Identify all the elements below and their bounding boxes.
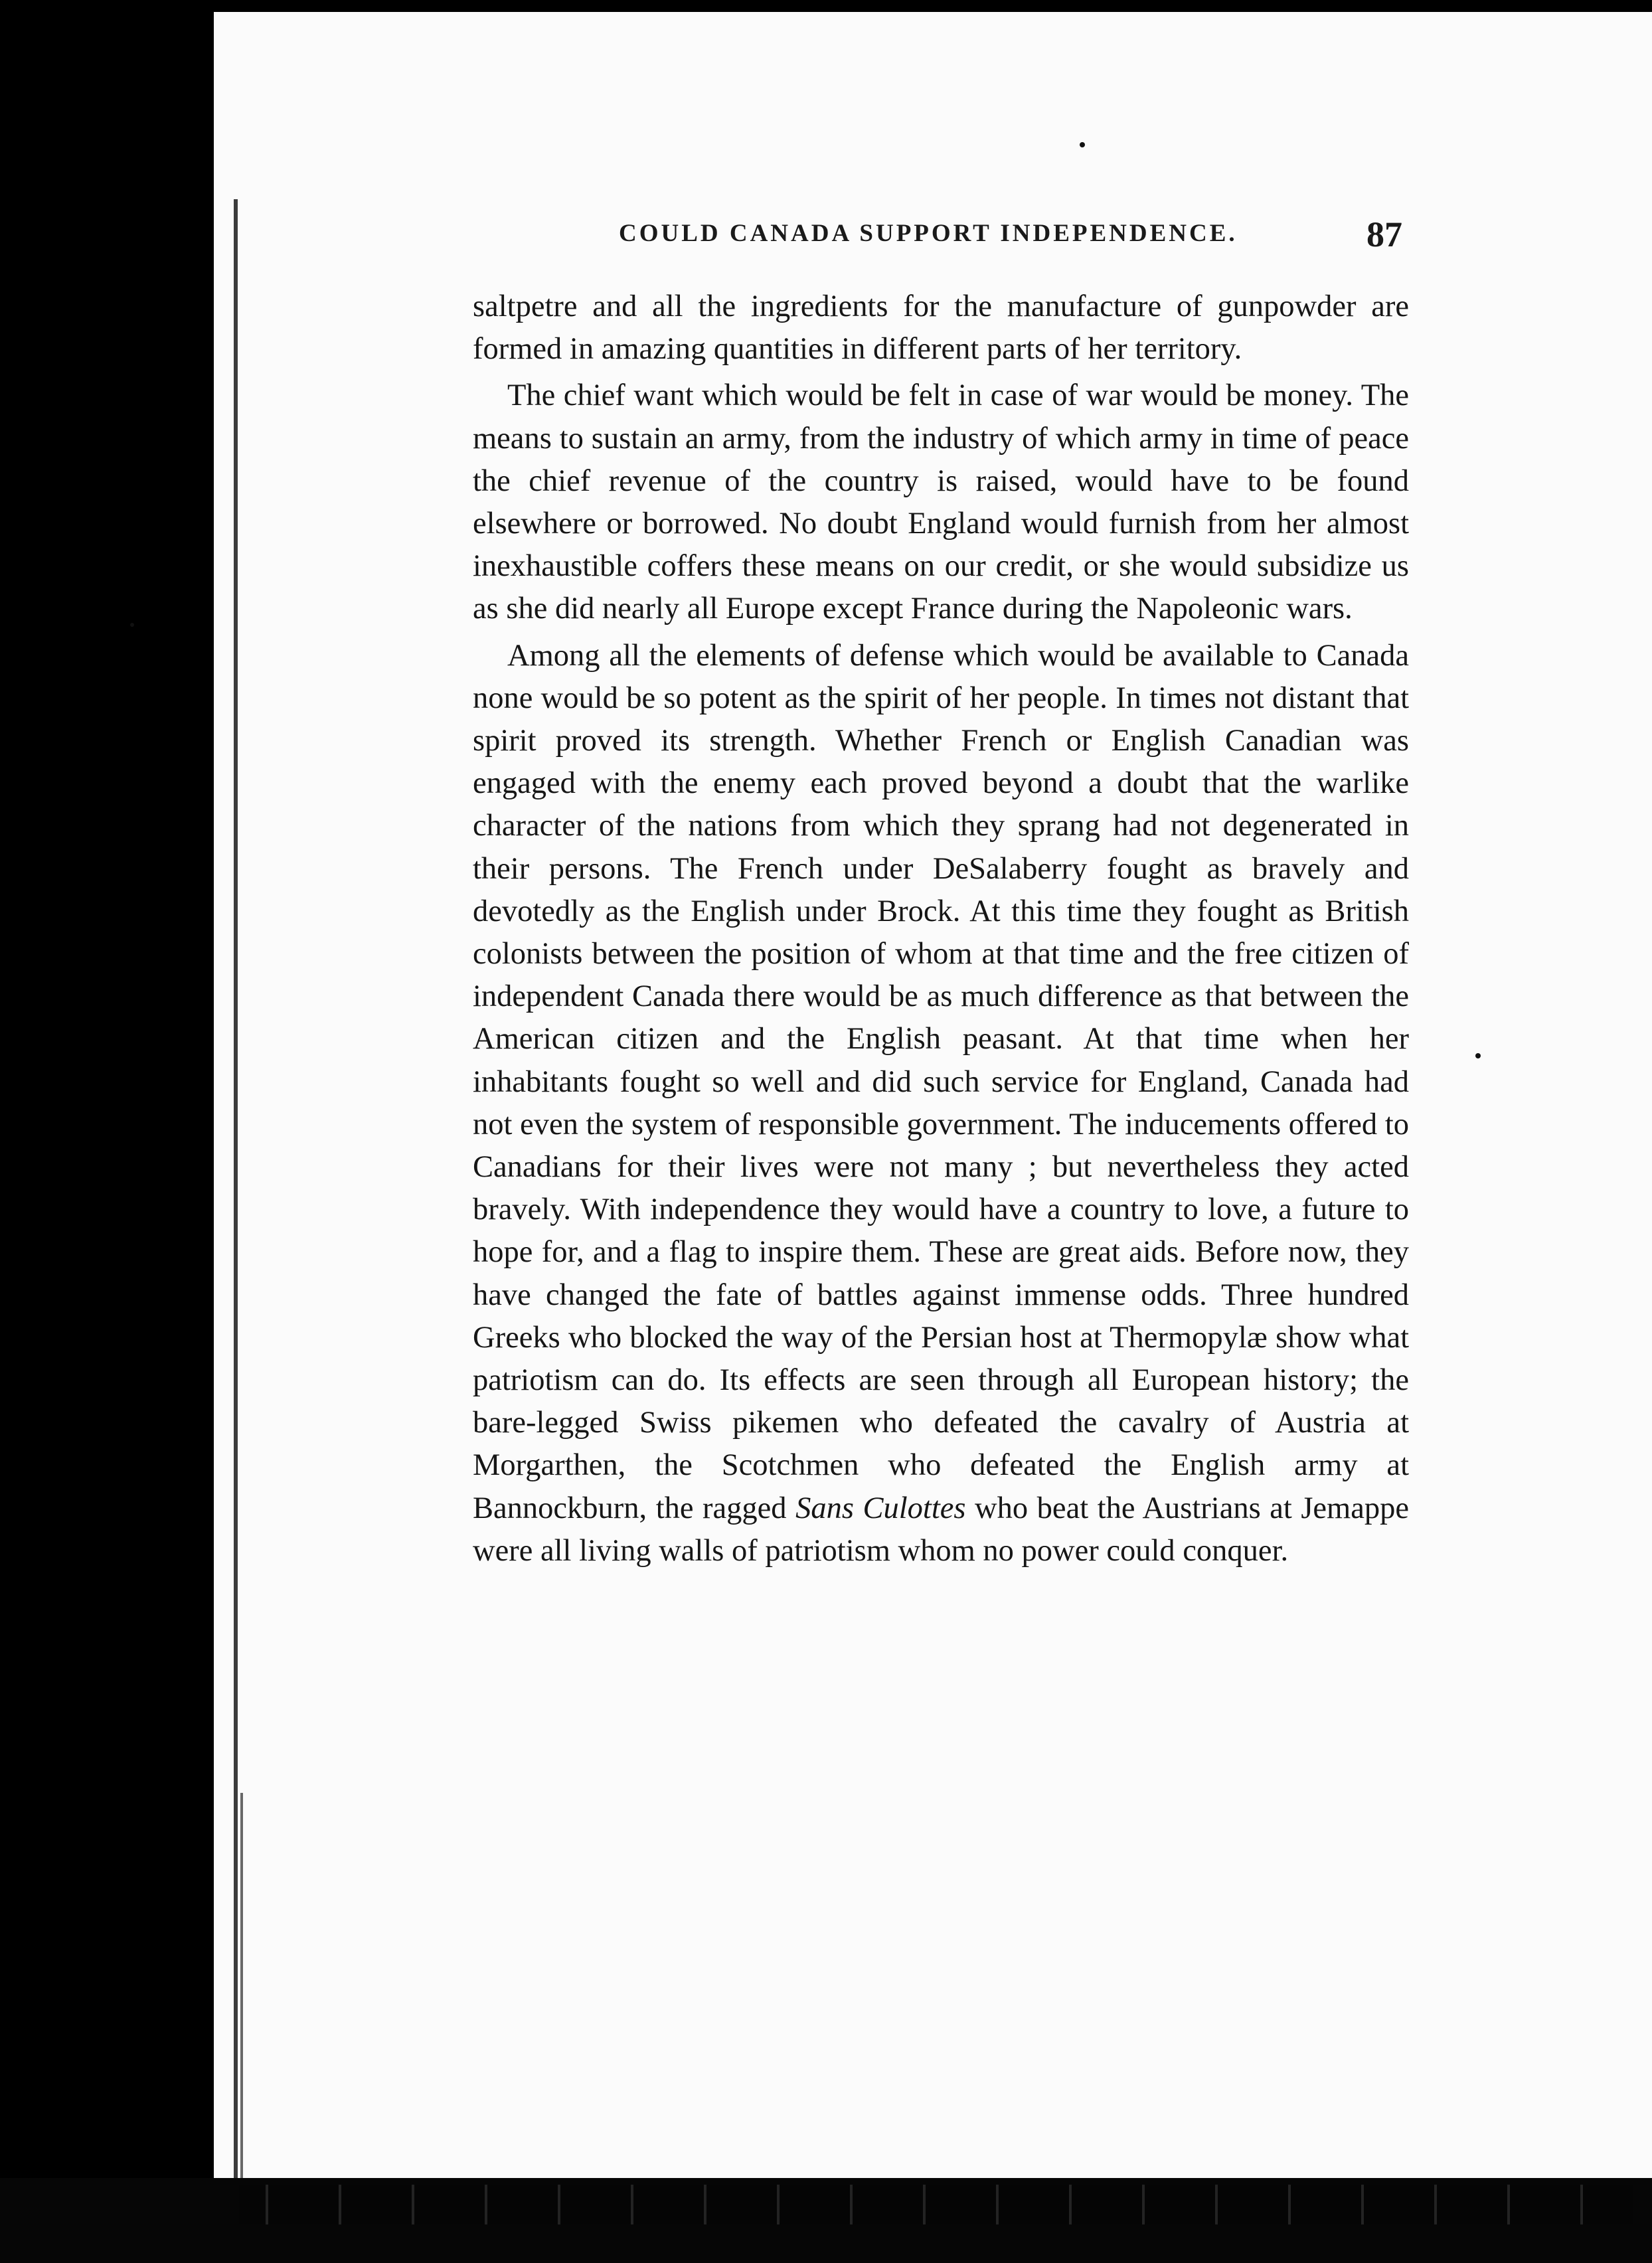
paragraph-text: who beat the Austrians at Jemappe were all living walls of patriotism whom no power could conquer.: [473, 1491, 1410, 1568]
paragraph: The chief want which would be felt in case of war would be money. The means to sustain an army, from the industry of which army in time of peace the chief revenue of the country is raised, would have to be found elsewhere or borrowed. No doubt England would furnish from her almost inexhaustible coffers these means on our credit, or she would subsidize us as she did nearly all Europe except France during the Napoleonic wars.: [473, 378, 1409, 626]
paragraph-text: Among all the elements of defense which would be available to Canada none would be so potent as the spirit of her people. In times not distant that spirit proved its strength. Whether French or English Canadian was engaged with the enemy each proved beyond a doubt that the warlike character of the nations from which they sprang had not degenerated in their persons. The French under DeSalaberry fought as bravely and devotedly as the English under Brock. At this time they fought as British colonists between the position of whom at that time and the free citizen of independent Canada there would be as much difference as that between the American citizen and the English peasant. At that time when her inhabitants fought so well and did such service for England, Canada had not even the system of responsible government. The inducements offered to Canadians for their lives were not many ; but nevertheless they acted bravely. With independence they would have a country to love, a future to hope for, and a flag to inspire them. These are great aids. Before now, they have changed the fate of battles against immense odds. Three hundred Greeks who blocked the way of the Persian host at Thermopylæ show what patriotism can do. Its effects are seen through all European history; the bare-legged Swiss pikemen who defeated the cavalry of Austria at Morgarthen, the Scotchmen who defeated the English army at Bannockburn, the ragged: [473, 638, 1409, 1525]
scan-speck: [1080, 142, 1085, 147]
body-text: [473, 286, 1409, 1572]
paragraph: saltpetre and all the ingredients for the manufacture of gunpowder are formed in amazing quantities in different parts of her territory.: [473, 290, 1409, 367]
binding-gutter-shadow-lower: [240, 1793, 243, 2178]
scan-speck: [1475, 1053, 1481, 1058]
scan-bottom-noise: [239, 2185, 1633, 2224]
paragraph: [473, 635, 1409, 1572]
running-head-title: COULD CANADA SUPPORT INDEPENDENCE.: [619, 220, 1238, 247]
italic-phrase: Sans Culottes: [795, 1491, 966, 1525]
running-head: [473, 214, 1409, 266]
scan-speck: [130, 623, 134, 627]
binding-gutter-shadow: [234, 199, 238, 2178]
page-number: 87: [1366, 214, 1402, 254]
